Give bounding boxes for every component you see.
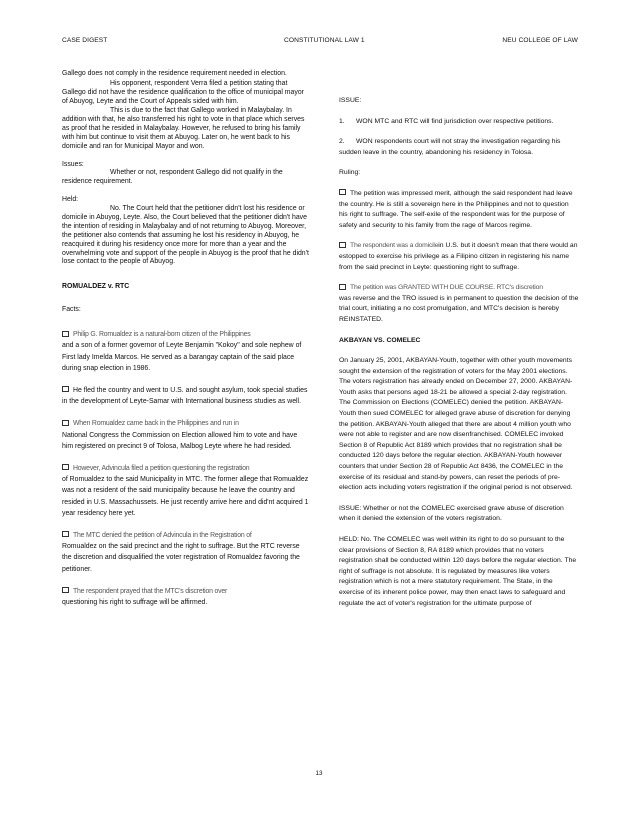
- garbled-text: The petition was GRANTED WITH DUE COURSE. RTC's discretion: [350, 284, 543, 292]
- case-title: ROMUALDEZ v. RTC: [62, 283, 130, 291]
- fact-item: [62, 385, 310, 407]
- checkbox-bullet-icon: [339, 189, 346, 195]
- ruling-label: Ruling:: [339, 169, 361, 177]
- issues-label: Issues:: [62, 160, 84, 168]
- issue-item: [339, 117, 579, 128]
- header-right: NEU COLLEGE OF LAW: [502, 37, 578, 44]
- facts-label: Facts:: [62, 306, 81, 314]
- fact-text: National Congress the Commission on Election allowed him to vote and have him registered on precinct 9 of Tolosa, Malbog Leyte where he had resided.: [62, 431, 298, 450]
- fact-item: [62, 586, 310, 608]
- garbled-text: The respondent was a domicile: [350, 242, 439, 250]
- issue-number: 2.: [339, 138, 345, 146]
- ruling-item: [339, 241, 579, 273]
- issue-label: ISSUE:: [339, 97, 362, 104]
- ruling-item: [339, 189, 579, 231]
- held-label: Held:: [62, 196, 79, 204]
- fact-text: He fled the country and went to U.S. and sought asylum, took special studies in the development of Leyte-Samar with International business studies as well.: [62, 386, 308, 406]
- issue-item: [339, 137, 579, 158]
- garbled-text: However, Advincula filed a petition questioning the registration: [73, 464, 250, 472]
- issue-number: 1.: [339, 117, 345, 125]
- header-center: CONSTITUTIONAL LAW 1: [284, 37, 365, 44]
- fact-item: [62, 463, 310, 519]
- checkbox-bullet-icon: [62, 420, 69, 426]
- fact-item: [62, 530, 310, 575]
- garbled-text: When Romualdez came back in the Philippines and run in: [73, 420, 239, 428]
- issue-paragraph: ISSUE: Whether or not the COMELEC exercised grave abuse of discretion when it denied the extension of the voters registration.: [339, 504, 564, 523]
- garbled-text: The respondent prayed that the MTC's discretion over: [73, 587, 228, 595]
- paragraph: This is due to the fact that Gallego worked in Malaybalay. In addition with that, he also transferred his right to vote in that place which serves as proof that he resided in Malaybalay. However, he refused to bring his family with him but continue to visit them at Abuyog. Later on, he went back to his domicile and ran for Municipal Mayor and won.: [62, 107, 305, 150]
- fact-text: and a son of a former governor of Leyte Benjamin "Kokoy" and sole nephew of First lady Imelda Marcos. He served as a barangay captain of the said place during snap election in 1986.: [62, 342, 302, 372]
- checkbox-bullet-icon: [339, 284, 346, 290]
- checkbox-bullet-icon: [62, 531, 69, 537]
- issues-text: Whether or not, respondent Gallego did not qualify in the residence requirement.: [62, 169, 283, 186]
- paragraph: Gallego does not comply in the residence requirement needed in election.: [62, 70, 287, 77]
- fact-text: of Romualdez to the said Municipality in MTC. The former allege that Romualdez was not a resident of the said municipality because he leave the country and resided in U.S. Massachussets. He just recently arrive here and did'nt acquired 1 year residency here yet.: [62, 476, 309, 517]
- checkbox-bullet-icon: [62, 331, 69, 337]
- held-text: No. The Court held that the petitioner didn't lost his residence or domicile in Abuyog, Leyte. Also, the Court believed that the petitioner didn't have the intention of residing in Malaybalay and of not returning to Abuyog. Moreover, the petitioner also contends that assuming he lost his residency in Abuyog, he reacquired it during his residency once more for more than a year and the overwhelming vote and support of the people in Abuyog is the proof that he didn't lose contact to the people of Abuyog.: [62, 204, 309, 266]
- issue-text: WON MTC and RTC will find jurisdiction over respective petitions.: [356, 117, 554, 125]
- garbled-text: Philip G. Romualdez is a natural-born citizen of the Philippines: [73, 331, 251, 339]
- issue-text: WON respondents court will not stray the investigation regarding his sudden leave in the country, abandoning his residency in Tolosa.: [339, 138, 561, 156]
- held-paragraph: HELD: No. The COMELEC was well within its right to do so pursuant to the clear provisions of Section 8, RA 8189 which provides that no voters registration shall be conducted within 120 days before the regular election. The right of suffrage is not absolute. It is regulated by measures like voters registration which is not a mere statutory requirement. The State, in the exercise of its inherent police power, may then enact laws to safeguard and regulate the act of voter's registration for the ultimate purpose of: [339, 536, 577, 607]
- right-column: [339, 96, 579, 619]
- fact-item: [62, 329, 310, 374]
- page-number: 13: [315, 770, 323, 777]
- ruling-text: The petition was impressed merit, although the said respondent had leave the country. He is still a sovereign here in the Philippines and not to question his right to suffrage. The self-exile of the respondent was for the purpose of safety and security to his family from the rage of Marcos regime.: [339, 189, 573, 229]
- fact-item: [62, 418, 310, 452]
- checkbox-bullet-icon: [62, 464, 69, 470]
- garbled-text: The MTC denied the petition of Advincula in the Registration of: [73, 531, 252, 539]
- ruling-item: [339, 283, 579, 325]
- case-title: AKBAYAN VS. COMELEC: [339, 336, 421, 344]
- checkbox-bullet-icon: [339, 242, 346, 248]
- checkbox-bullet-icon: [62, 587, 69, 593]
- fact-text: Romualdez on the said precinct and the right to suffrage. But the RTC reverse the discretion and disqualified the voter registration of Romualdez favoring the petitioner.: [62, 543, 300, 573]
- ruling-text: in U.S. but it doesn't mean that there would an estopped to exercise his privilege as a Filipino citizen in registering his name from the said precinct in Leyte: questioning right to suffrage.: [339, 242, 578, 271]
- fact-text: questioning his right to suffrage will be affirmed.: [62, 598, 208, 606]
- header-left: CASE DIGEST: [62, 37, 108, 44]
- left-column: [62, 70, 310, 608]
- checkbox-bullet-icon: [62, 386, 69, 392]
- paragraph: His opponent, respondent Verra filed a petition stating that Gallego did not have the residence qualification to the office of municipal mayor of Abuyog, Leyte and the Court of Appeals sided with him.: [62, 79, 304, 105]
- facts-paragraph: On January 25, 2001, AKBAYAN-Youth, together with other youth movements sought the extension of the registration of voters for the May 2001 elections. The voters registration has already ended on December 27, 2000. AKBAYAN-Youth asks that persons aged 18-21 be allowed a special 2-day registration. The Commission on Elections (COMELEC) denied the petition. AKBAYAN-Youth then sued COMELEC for alleged grave abuse of discretion for denying the petition. AKBAYAN-Youth alleged that there are about 4 million youth who were not able to register and are now disenfranchised. COMELEC invoked Section 8 of Republic Act 8189 which provides that no registration shall be conducted 120 days before the regular election. AKBAYAN-Youth however counters that under Section 28 of Republic Act 8436, the COMELEC in the exercise of its residual and stand-by powers, can reset the periods of pre-election acts including voters registration if the original period is not observed.: [339, 357, 573, 492]
- ruling-text: was reverse and the TRO issued is in permanent to question the decision of the trial court, initiating a no cost promulgation, and MTC's decision is hereby REINSTATED.: [339, 294, 579, 323]
